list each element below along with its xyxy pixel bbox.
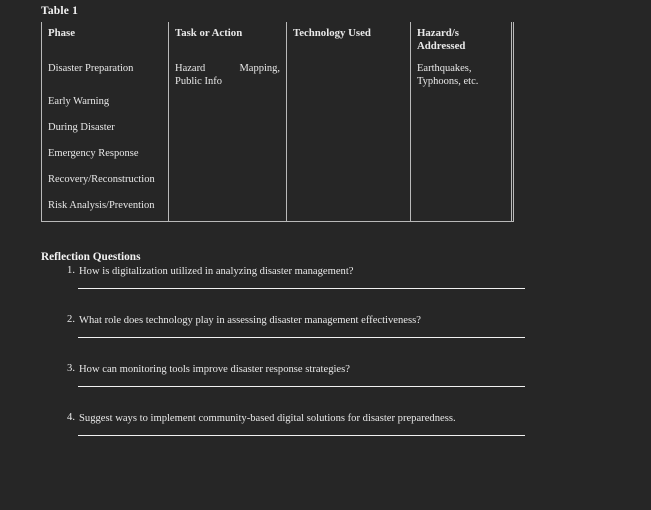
answer-line[interactable] [78, 288, 525, 289]
cell-phase: Recovery/Reconstruction [42, 169, 169, 195]
list-item [41, 412, 541, 461]
cell-hazard [411, 143, 512, 169]
reflection-questions-list [41, 265, 541, 461]
cell-task [169, 169, 287, 195]
reflection-questions-heading: Reflection Questions [41, 251, 141, 263]
cell-phase: Disaster Preparation [42, 58, 169, 91]
table-row [42, 143, 514, 169]
cell-hazard [411, 58, 512, 91]
cell-hazard [411, 195, 512, 222]
cell-technology [287, 195, 411, 222]
column-header-hazard-line2: Addressed [417, 40, 466, 52]
cell-task [169, 195, 287, 222]
list-item [41, 265, 541, 314]
question-text: How can monitoring tools improve disaster response strategies? [79, 364, 350, 375]
column-header-hazard [411, 22, 512, 58]
cell-task-line2: Public Info [175, 76, 222, 87]
cell-technology [287, 91, 411, 117]
question-text: What role does technology play in assessing disaster management effectiveness? [79, 315, 421, 326]
cell-hazard [411, 91, 512, 117]
table-header-row [42, 22, 514, 58]
cell-task [169, 91, 287, 117]
answer-line[interactable] [78, 435, 525, 436]
question-number: 1. [67, 265, 75, 276]
cell-task [169, 58, 287, 91]
table-spacer-cell [512, 143, 514, 169]
cell-hazard [411, 117, 512, 143]
table-spacer-cell [512, 195, 514, 222]
column-header-task: Task or Action [169, 22, 287, 58]
cell-phase: During Disaster [42, 117, 169, 143]
disaster-management-table-wrapper [41, 22, 513, 222]
cell-phase: Early Warning [42, 91, 169, 117]
answer-line[interactable] [78, 337, 525, 338]
column-header-phase: Phase [42, 22, 169, 58]
question-number: 3. [67, 363, 75, 374]
cell-task [169, 117, 287, 143]
cell-technology [287, 58, 411, 91]
question-number: 4. [67, 412, 75, 423]
table-spacer-cell [512, 22, 514, 58]
answer-line[interactable] [78, 386, 525, 387]
table-caption: Table 1 [41, 5, 79, 17]
cell-hazard-line2: Typhoons, etc. [417, 76, 479, 87]
cell-task-line1-left: Hazard [175, 63, 206, 74]
table-spacer-cell [512, 117, 514, 143]
table-spacer-cell [512, 58, 514, 91]
column-header-hazard-line1: Hazard/s [417, 27, 459, 39]
question-number: 2. [67, 314, 75, 325]
question-text: How is digitalization utilized in analyzing disaster management? [79, 266, 354, 277]
cell-technology [287, 143, 411, 169]
cell-phase: Risk Analysis/Prevention [42, 195, 169, 222]
cell-task-line1-right: Mapping, [239, 63, 280, 74]
table-spacer-cell [512, 169, 514, 195]
table-spacer-cell [512, 91, 514, 117]
table-row [42, 195, 514, 222]
list-item [41, 314, 541, 363]
cell-hazard-line1: Earthquakes, [417, 63, 472, 74]
table-row [42, 117, 514, 143]
cell-phase: Emergency Response [42, 143, 169, 169]
list-item [41, 363, 541, 412]
table-row [42, 91, 514, 117]
question-text: Suggest ways to implement community-based digital solutions for disaster preparedness. [79, 413, 456, 424]
table-row [42, 58, 514, 91]
cell-technology [287, 117, 411, 143]
cell-hazard [411, 169, 512, 195]
cell-task [169, 143, 287, 169]
table-row [42, 169, 514, 195]
cell-technology [287, 169, 411, 195]
column-header-technology: Technology Used [287, 22, 411, 58]
disaster-management-table [41, 22, 514, 222]
